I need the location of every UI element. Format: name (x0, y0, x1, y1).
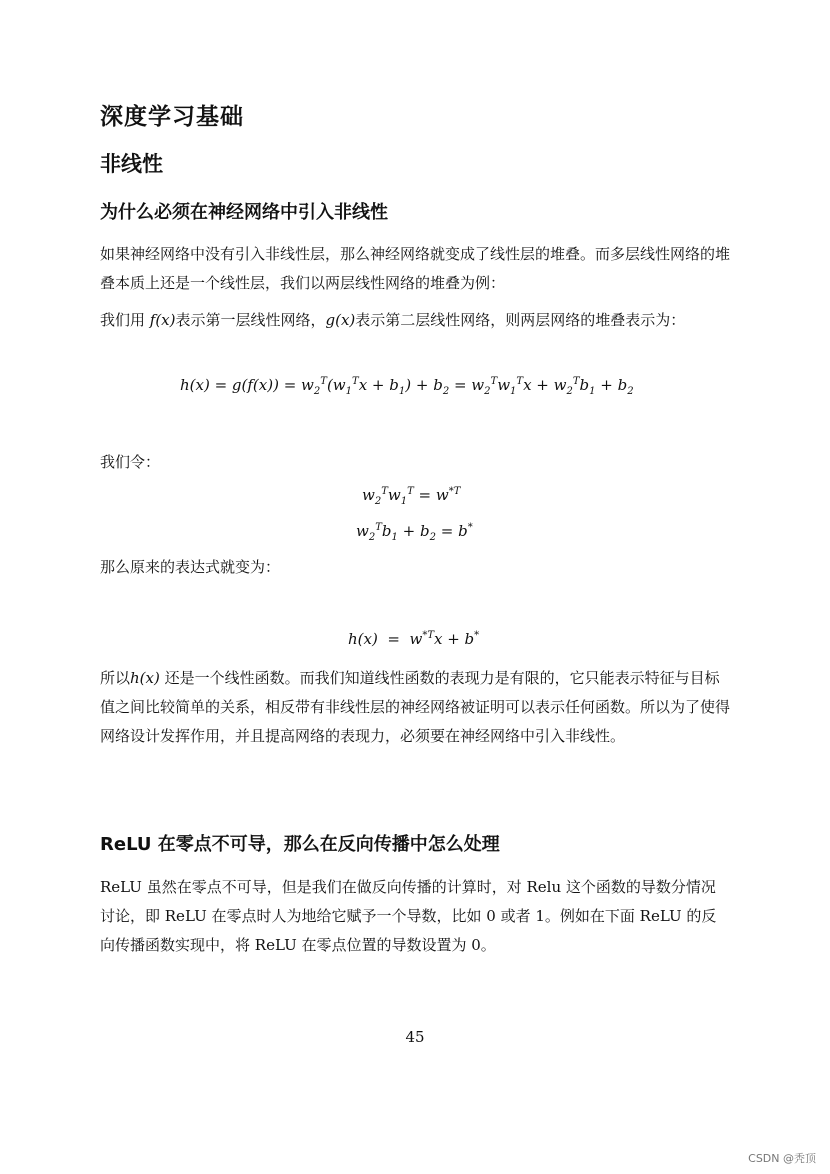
paragraph-notation (100, 306, 730, 335)
conclusion-text-1: 所以 (100, 669, 131, 687)
notation-text-2: 表示第一层线性网络， (175, 311, 326, 329)
notation-text-3: 表示第二层线性网络，则两层网络的堆叠表示为： (355, 311, 686, 329)
paragraph-intro: 如果神经网络中没有引入非线性层，那么神经网络就变成了线性层的堆叠。而多层线性网络的堆叠本质上还是一个线性层，我们以两层线性网络的堆叠为例： (100, 245, 731, 292)
section-heading: 非线性 (100, 152, 163, 176)
notation-fx: f(x) (149, 311, 176, 329)
page-title: 深度学习基础 (100, 104, 244, 130)
conclusion-text-2: 还是一个线性函数。而我们知道线性函数的表现力是有限的，它只能表示特征与目标值之间比较简单的关系，相反带有非线性层的神经网络被证明可以表示任何函数。所以为了使得网络设计发挥作用，并且提高网络的表现力，必须要在神经网络中引入非线性。 (100, 669, 731, 745)
notation-gx: g(x) (325, 311, 356, 329)
conclusion-hx: h(x) (130, 669, 160, 687)
page-number: 45 (405, 1028, 425, 1046)
subsection-heading-why-nonlinear: 为什么必须在神经网络中引入非线性 (100, 202, 388, 223)
paragraph-let: 我们令： (100, 453, 161, 471)
paragraph-becomes: 那么原来的表达式就变为： (100, 558, 281, 576)
equation-weight-substitution: $w_2^Tw_1^T = w^{*T}$ (362, 486, 461, 507)
notation-text-1: 我们用 (100, 311, 150, 329)
paragraph-relu: ReLU 虽然在零点不可导，但是我们在做反向传播的计算时，对 Relu 这个函数的导数分情况讨论，即 ReLU 在零点时人为地给它赋予一个导数，比如 0 或者 1。例如在下面 ReLU 的反向传播函数实现中，将 ReLU 在零点位置的导数设置为 0。 (100, 878, 717, 954)
equation-linear-result: $h(x) = w^{*T}x + b^*$ (348, 630, 480, 648)
subsection-heading-relu: ReLU 在零点不可导，那么在反向传播中怎么处理 (100, 834, 500, 855)
equation-stacked-layers: $h(x) = g(f(x)) = w_2^T(w_1^Tx + b_1) + b_2 = w_2^Tw_1^Tx + w_2^Tb_1 + b_2$ (180, 376, 634, 397)
csdn-watermark: CSDN @秃顶 (748, 1152, 816, 1165)
equation-bias-substitution: $w_2^Tb_1 + b_2 = b^*$ (356, 522, 473, 543)
paragraph-conclusion (100, 664, 730, 751)
